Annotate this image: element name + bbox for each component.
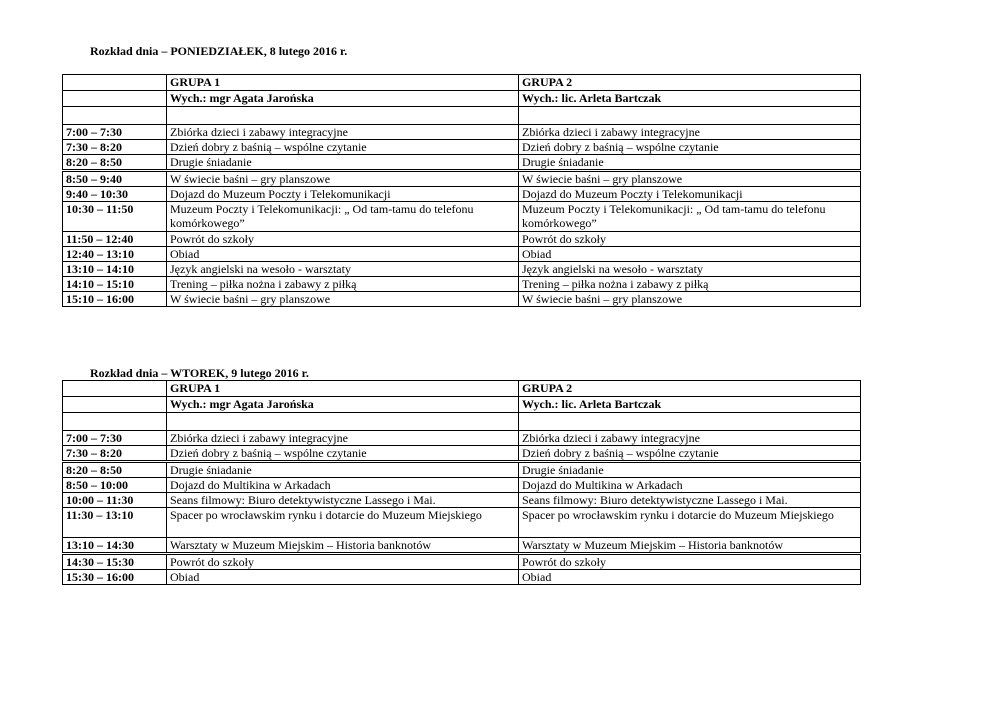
group2-activity: Drugie śniadanie [519,462,861,478]
table-row [63,478,861,493]
table-row [63,232,861,247]
table-header-row [63,91,861,107]
day1-schedule-table [62,74,861,307]
group2-name: GRUPA 2 [519,75,861,91]
time-cell: 13:10 – 14:10 [63,262,167,277]
time-cell: 7:00 – 7:30 [63,125,167,140]
table-row [63,187,861,202]
time-cell: 8:20 – 8:50 [63,155,167,171]
group2-teacher: Wych.: lic. Arleta Bartczak [519,91,861,107]
time-cell: 15:30 – 16:00 [63,570,167,585]
group1-activity: Drugie śniadanie [167,462,519,478]
group2-activity: W świecie baśni – gry planszowe [519,292,861,307]
group2-activity: Dojazd do Muzeum Poczty i Telekomunikacji [519,187,861,202]
table-row [63,171,861,187]
header-empty-cell [63,397,167,413]
group1-name: GRUPA 1 [167,381,519,397]
group2-activity: Zbiórka dzieci i zabawy integracyjne [519,431,861,446]
group1-activity: W świecie baśni – gry planszowe [167,171,519,187]
group2-activity: Obiad [519,570,861,585]
time-cell: 12:40 – 13:10 [63,247,167,262]
time-cell: 10:30 – 11:50 [63,202,167,232]
group2-activity: Powrót do szkoły [519,554,861,570]
group2-activity: Spacer po wrocławskim rynku i dotarcie do Muzeum Miejskiego [519,508,861,538]
table-header-row [63,75,861,91]
table-row [63,155,861,171]
table-row [63,570,861,585]
spacer-row [63,413,861,431]
group2-activity: Muzeum Poczty i Telekomunikacji: „ Od tam-tamu do telefonu komórkowego” [519,202,861,232]
group2-activity: Drugie śniadanie [519,155,861,171]
table-row [63,140,861,155]
table-row [63,493,861,508]
group1-activity: Zbiórka dzieci i zabawy integracyjne [167,431,519,446]
group2-activity: Język angielski na wesoło - warsztaty [519,262,861,277]
table-header-row [63,397,861,413]
group1-activity: Trening – piłka nożna i zabawy z piłką [167,277,519,292]
group1-activity: Muzeum Poczty i Telekomunikacji: „ Od tam-tamu do telefonu komórkowego” [167,202,519,232]
group1-activity: Powrót do szkoły [167,232,519,247]
table-row [63,508,861,538]
group2-activity: Seans filmowy: Biuro detektywistyczne Lassego i Mai. [519,493,861,508]
time-cell: 7:00 – 7:30 [63,431,167,446]
group1-activity: Język angielski na wesoło - warsztaty [167,262,519,277]
day2-schedule-table [62,380,861,585]
group2-teacher: Wych.: lic. Arleta Bartczak [519,397,861,413]
time-cell: 15:10 – 16:00 [63,292,167,307]
group2-activity: Powrót do szkoły [519,232,861,247]
header-empty-cell [63,91,167,107]
group1-activity: Spacer po wrocławskim rynku i dotarcie do Muzeum Miejskiego [167,508,519,538]
table-header-row [63,381,861,397]
table-row [63,462,861,478]
group2-activity: Dzień dobry z baśnią – wspólne czytanie [519,140,861,155]
header-empty-cell [63,75,167,91]
day1-title: Rozkład dnia – PONIEDZIAŁEK, 8 lutego 2016 r. [90,44,348,58]
group1-activity: Dzień dobry z baśnią – wspólne czytanie [167,446,519,462]
group1-name: GRUPA 1 [167,75,519,91]
group2-activity: Dojazd do Multikina w Arkadach [519,478,861,493]
table-row [63,202,861,232]
group2-activity: Trening – piłka nożna i zabawy z piłką [519,277,861,292]
time-cell: 10:00 – 11:30 [63,493,167,508]
group1-teacher: Wych.: mgr Agata Jarońska [167,397,519,413]
time-cell: 8:50 – 10:00 [63,478,167,493]
time-cell: 11:30 – 13:10 [63,508,167,538]
table-row [63,262,861,277]
time-cell: 11:50 – 12:40 [63,232,167,247]
group2-activity: W świecie baśni – gry planszowe [519,171,861,187]
day2-title: Rozkład dnia – WTOREK, 9 lutego 2016 r. [90,366,309,380]
group1-activity: Obiad [167,247,519,262]
group2-activity: Warsztaty w Muzeum Miejskim – Historia banknotów [519,538,861,554]
group1-activity: Zbiórka dzieci i zabawy integracyjne [167,125,519,140]
group2-activity: Obiad [519,247,861,262]
group1-activity: Dojazd do Multikina w Arkadach [167,478,519,493]
time-cell: 9:40 – 10:30 [63,187,167,202]
spacer-row [63,107,861,125]
group2-activity: Zbiórka dzieci i zabawy integracyjne [519,125,861,140]
table-row [63,277,861,292]
table-row [63,538,861,554]
header-empty-cell [63,381,167,397]
table-row [63,247,861,262]
time-cell: 7:30 – 8:20 [63,140,167,155]
group1-activity: W świecie baśni – gry planszowe [167,292,519,307]
time-cell: 13:10 – 14:30 [63,538,167,554]
time-cell: 7:30 – 8:20 [63,446,167,462]
time-cell: 14:30 – 15:30 [63,554,167,570]
table-row [63,554,861,570]
group2-activity: Dzień dobry z baśnią – wspólne czytanie [519,446,861,462]
table-row [63,446,861,462]
table-row [63,292,861,307]
time-cell: 14:10 – 15:10 [63,277,167,292]
time-cell: 8:20 – 8:50 [63,462,167,478]
group1-activity: Drugie śniadanie [167,155,519,171]
table-row [63,125,861,140]
group1-activity: Dojazd do Muzeum Poczty i Telekomunikacji [167,187,519,202]
group1-activity: Obiad [167,570,519,585]
group1-teacher: Wych.: mgr Agata Jarońska [167,91,519,107]
group1-activity: Seans filmowy: Biuro detektywistyczne Lassego i Mai. [167,493,519,508]
group2-name: GRUPA 2 [519,381,861,397]
group1-activity: Powrót do szkoły [167,554,519,570]
group1-activity: Dzień dobry z baśnią – wspólne czytanie [167,140,519,155]
table-row [63,431,861,446]
time-cell: 8:50 – 9:40 [63,171,167,187]
group1-activity: Warsztaty w Muzeum Miejskim – Historia banknotów [167,538,519,554]
